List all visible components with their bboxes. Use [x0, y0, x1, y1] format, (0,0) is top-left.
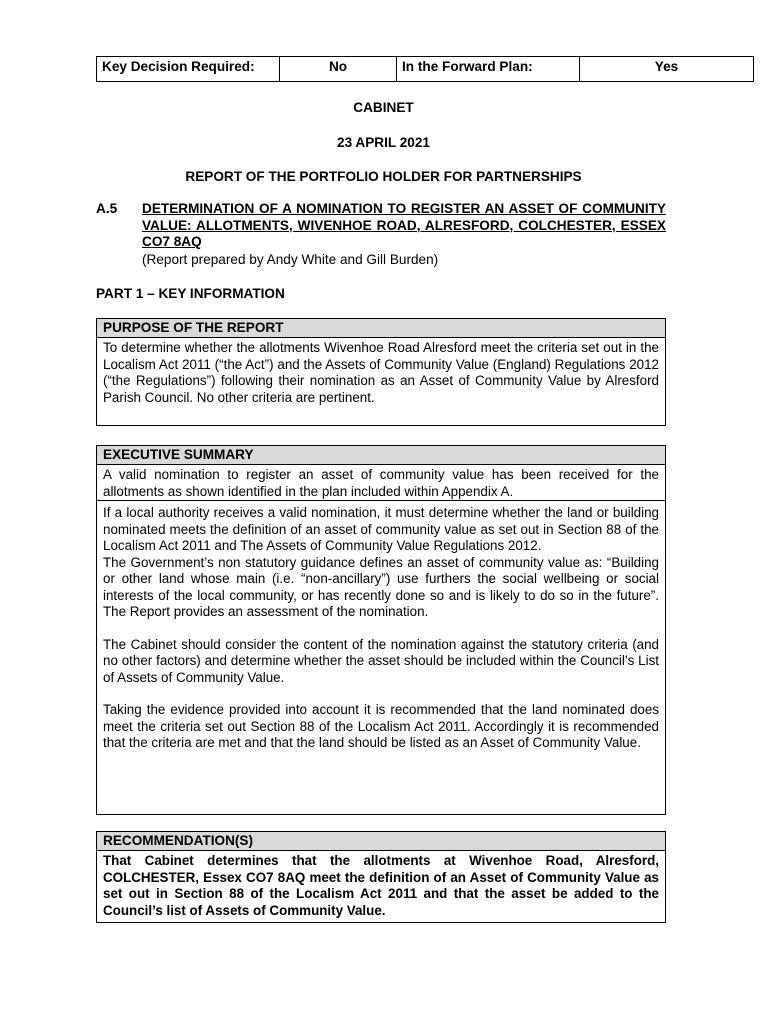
- purpose-heading: PURPOSE OF THE REPORT: [97, 319, 665, 338]
- item-number: A.5: [96, 201, 118, 216]
- part1-heading: PART 1 – KEY INFORMATION: [96, 286, 285, 301]
- summary-paragraph: Taking the evidence provided into account it is recommended that the land nominated does meet the criteria set out Section 88 of the Localism Act 2011. Accordingly it is recommended that the criteria are met and that the land should be listed as an Asset of Community Value.: [103, 702, 659, 750]
- forward-plan-value: Yes: [580, 57, 754, 82]
- purpose-text: To determine whether the allotments Wivenhoe Road Alresford meet the criteria set out in the Localism Act 2011 (“the Act”) and the Assets of Community Value (England) Regulations 2012 (“the Regulations”) following their nomination as an Asset of Community Value by Alresford Parish Council. No other criteria are pertinent.: [103, 340, 659, 405]
- recommendations-box: [96, 831, 666, 923]
- report-of-heading: REPORT OF THE PORTFOLIO HOLDER FOR PARTNERSHIPS: [185, 169, 582, 184]
- executive-summary-heading: EXECUTIVE SUMMARY: [97, 446, 665, 465]
- summary-paragraph: The Government’s non statutory guidance defines an asset of community value as: “Building or other land whose main (i.e. “non-ancillary”) use furthers the social wellbeing or social interests of the local community, or has recently done so and is likely to do so in the future”. The Report provides an assessment of the nomination.: [103, 554, 659, 619]
- summary-paragraph: The Cabinet should consider the content of the nomination against the statutory criteria (and no other factors) and determine whether the asset should be included within the Council’s List of Assets of Community Value.: [103, 636, 659, 685]
- key-decision-table: [96, 56, 754, 82]
- recommendations-heading: RECOMMENDATION(S): [97, 832, 665, 851]
- key-decision-value: No: [280, 57, 397, 82]
- key-decision-label: Key Decision Required:: [97, 57, 280, 82]
- meeting-date: 23 APRIL 2021: [337, 135, 430, 150]
- cabinet-heading: CABINET: [353, 100, 414, 115]
- summary-paragraph: A valid nomination to register an asset of community value has been received for the allotments as shown identified in the plan included within Appendix A.: [103, 467, 659, 499]
- recommendations-text: That Cabinet determines that the allotments at Wivenhoe Road, Alresford, COLCHESTER, Essex CO7 8AQ meet the definition of an Asset of Community Value as set out in Section 88 of the Localism Act 2011 and that the asset be added to the Council’s list of Assets of Community Value.: [103, 853, 659, 918]
- purpose-box: [96, 318, 666, 426]
- executive-summary-box: [96, 445, 666, 815]
- report-title: DETERMINATION OF A NOMINATION TO REGISTER AN ASSET OF COMMUNITY VALUE: ALLOTMENTS, WIVENHOE ROAD, ALRESFORD, COLCHESTER, ESSEX CO7 8AQ: [142, 201, 666, 249]
- prepared-by: (Report prepared by Andy White and Gill Burden): [142, 252, 439, 267]
- summary-paragraph: If a local authority receives a valid nomination, it must determine whether the land or building nominated meets the definition of an asset of community value as set out in Section 88 of the Localism Act 2011 and The Assets of Community Value Regulations 2012.: [103, 505, 659, 553]
- forward-plan-label: In the Forward Plan:: [397, 57, 580, 82]
